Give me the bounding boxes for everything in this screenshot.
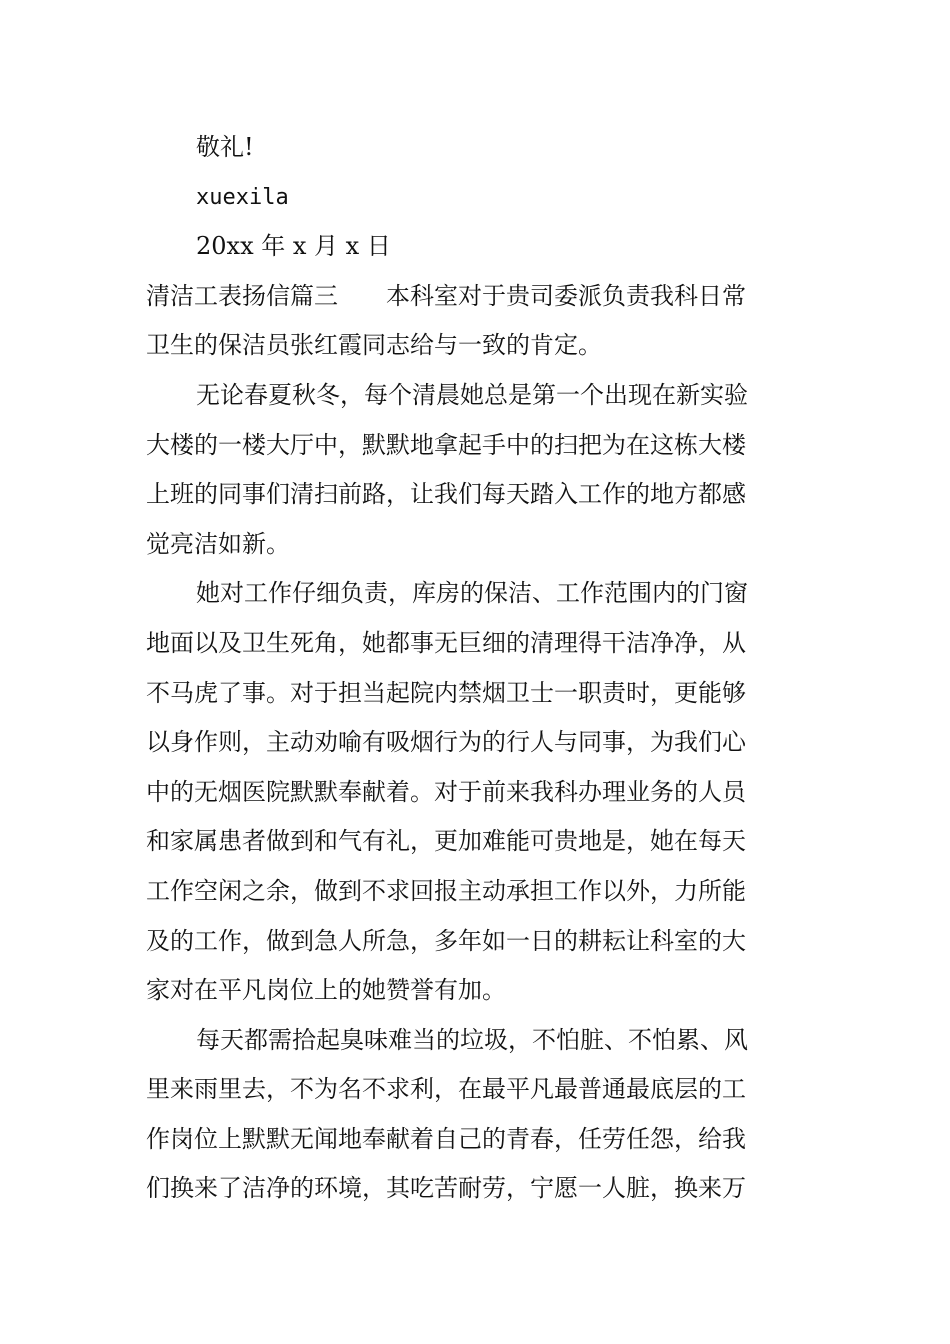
paragraph-line: 以身作则，主动劝喻有吸烟行为的行人与同事，为我们心	[146, 728, 746, 757]
paragraph-line: 卫生的保洁员张红霞同志给与一致的肯定。	[146, 331, 602, 360]
paragraph-line: 大楼的一楼大厅中，默默地拿起手中的扫把为在这栋大楼	[146, 430, 746, 459]
paragraph-line: 工作空闲之余，做到不求回报主动承担工作以外，力所能	[146, 876, 746, 905]
paragraph-line: 清洁工表扬信篇三 本科室对于贵司委派负责我科日常	[146, 281, 746, 310]
paragraph-line: 上班的同事们清扫前路，让我们每天踏入工作的地方都感	[146, 480, 746, 509]
paragraph-line: 作岗位上默默无闻地奉献着自己的青春，任劳任怨，给我	[146, 1124, 746, 1153]
paragraph-line: 家对在平凡岗位上的她赞誉有加。	[146, 976, 506, 1005]
paragraph-line: 不马虎了事。对于担当起院内禁烟卫士一职责时，更能够	[146, 678, 746, 707]
paragraph-line: 她对工作仔细负责，库房的保洁、工作范围内的门窗	[196, 579, 748, 608]
paragraph-line: 地面以及卫生死角，她都事无巨细的清理得干洁净净，从	[146, 628, 746, 657]
paragraph-line: 和家属患者做到和气有礼，更加难能可贵地是，她在每天	[146, 827, 746, 856]
paragraph-line: 里来雨里去，不为名不求利，在最平凡最普通最底层的工	[146, 1075, 746, 1104]
paragraph-line: 每天都需拾起臭味难当的垃圾，不怕脏、不怕累、风	[196, 1025, 748, 1054]
closing-salutation: 敬礼!	[196, 133, 254, 161]
signature: xuexila	[196, 184, 289, 210]
paragraph-line: 们换来了洁净的环境，其吃苦耐劳，宁愿一人脏，换来万	[146, 1174, 746, 1203]
paragraph-line: 中的无烟医院默默奉献着。对于前来我科办理业务的人员	[146, 777, 746, 806]
letter-date: 20xx 年 x 月 x 日	[196, 232, 391, 261]
paragraph-line: 觉亮洁如新。	[146, 529, 290, 558]
document-body	[146, 123, 806, 1214]
paragraph-line: 无论春夏秋冬，每个清晨她总是第一个出现在新实验	[196, 380, 748, 409]
paragraph-line: 及的工作，做到急人所急，多年如一日的耕耘让科室的大	[146, 926, 746, 955]
